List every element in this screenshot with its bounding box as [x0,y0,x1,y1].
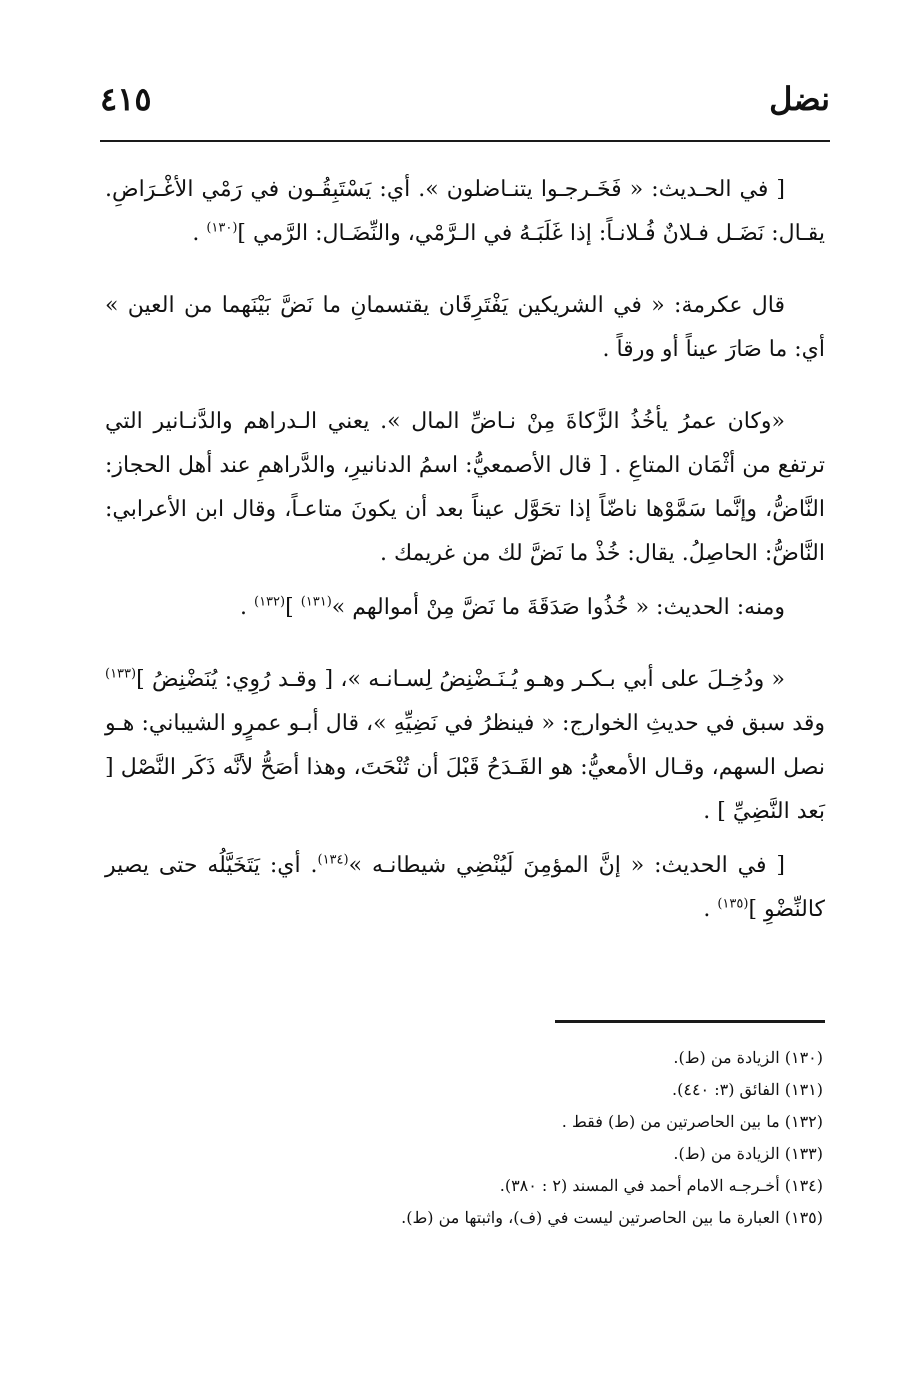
page-header [100,80,830,130]
paragraph-2: قال عكرمة: « في الشريكين يَفْتَرِقَان يقتسمانِ ما نَضَّ بَيْنَهما من العين » أي: ما صَارَ عيناً أو ورقاً . [105,293,825,362]
footnote-130: (١٣٠) الزيادة من (ط). [673,1048,823,1067]
footnote-134: (١٣٤) أخـرجـه الامام أحمد في المسند (٢ : ٣٨٠). [499,1176,823,1195]
paragraph-4: ومنه: الحديث: « خُذُوا صَدَقَةَ ما نَضَّ مِنْ أموالهم »$^{(١٣١)}$ ]$^{(١٣٢)}$ . [240,594,785,620]
footnote-133: (١٣٣) الزيادة من (ط). [673,1144,823,1163]
paragraph-1: [ في الحـديث: « فَخَـرجـوا يتنـاضلون ». أي: يَسْتَبِقُـون في رَمْي الأغْـرَاضِ. يقـال: نَضَـل فـلانٌ فُـلانـاً: إذا غَلَبَـهُ في الـرَّمْي، والنِّضَـال: الرَّمي ]$^{(١٣٠)}$ . [105,177,825,246]
footnote-132: (١٣٢) ما بين الحاصرتين من (ط) فقط . [561,1112,823,1131]
header-divider [100,140,830,142]
paragraph-3: «وكان عمرُ يأخُذُ الزَّكاةَ مِنْ نـاضِّ المال ». يعني الـدراهم والدَّنـانير التي ترتفع من أثْمَان المتاعِ . [ قال الأصمعيُّ: اسمُ الدنانيرِ، والدَّراهمِ عند أهل الحجاز: النَّاضُّ، وإنَّما سَمَّوْها ناضّاً إذا تحَوَّل عيناً بعد أن يكونَ متاعـاً، وقال ابن الأعرابي: النَّاضُّ: الحاصِلُ. يقال: خُذْ ما نَضَّ لك من غريمك . [105,409,825,566]
paragraph-6: [ في الحديث: « إنَّ المؤمِنَ لَيُنْضِي شيطانـه »$^{(١٣٤)}$. أي: يَتَخَيَّلُه حتى يصير كالنِّضْوِ ]$^{(١٣٥)}$ . [105,852,825,922]
footnote-divider [555,1020,825,1023]
footnote-135: (١٣٥) العبارة ما بين الحاصرتين ليست في (ف)، واثبتها من (ط). [401,1208,823,1227]
main-text [105,168,825,932]
paragraph-5: « ودُخِـلَ على أبي بـكـر وهـو يُـنَـضْنِضُ لِسـانـه »، [ وقـد رُوِي: يُنَضْنِضُ ]$^{(١٣٣)}$ وقد سبق في حديثِ الخوارج: « فينظرُ في نَضِيِّهِ »، قال أبـو عمرٍو الشيباني: هـو نصل السهم، وقـال الأمعيُّ: هو القَـدَحُ قَبْلَ أن تُنْحَتَ، وهذا أصَحُّ لأنَّه ذَكَر النَّصْل [ بَعد النَّضِيِّ ] . [105,666,825,824]
headword: نضل [769,80,830,118]
page-number: ٤١٥ [100,80,152,118]
footnotes [105,1042,823,1234]
footnote-131: (١٣١) الفائق (٣: ٤٤٠). [672,1080,823,1099]
